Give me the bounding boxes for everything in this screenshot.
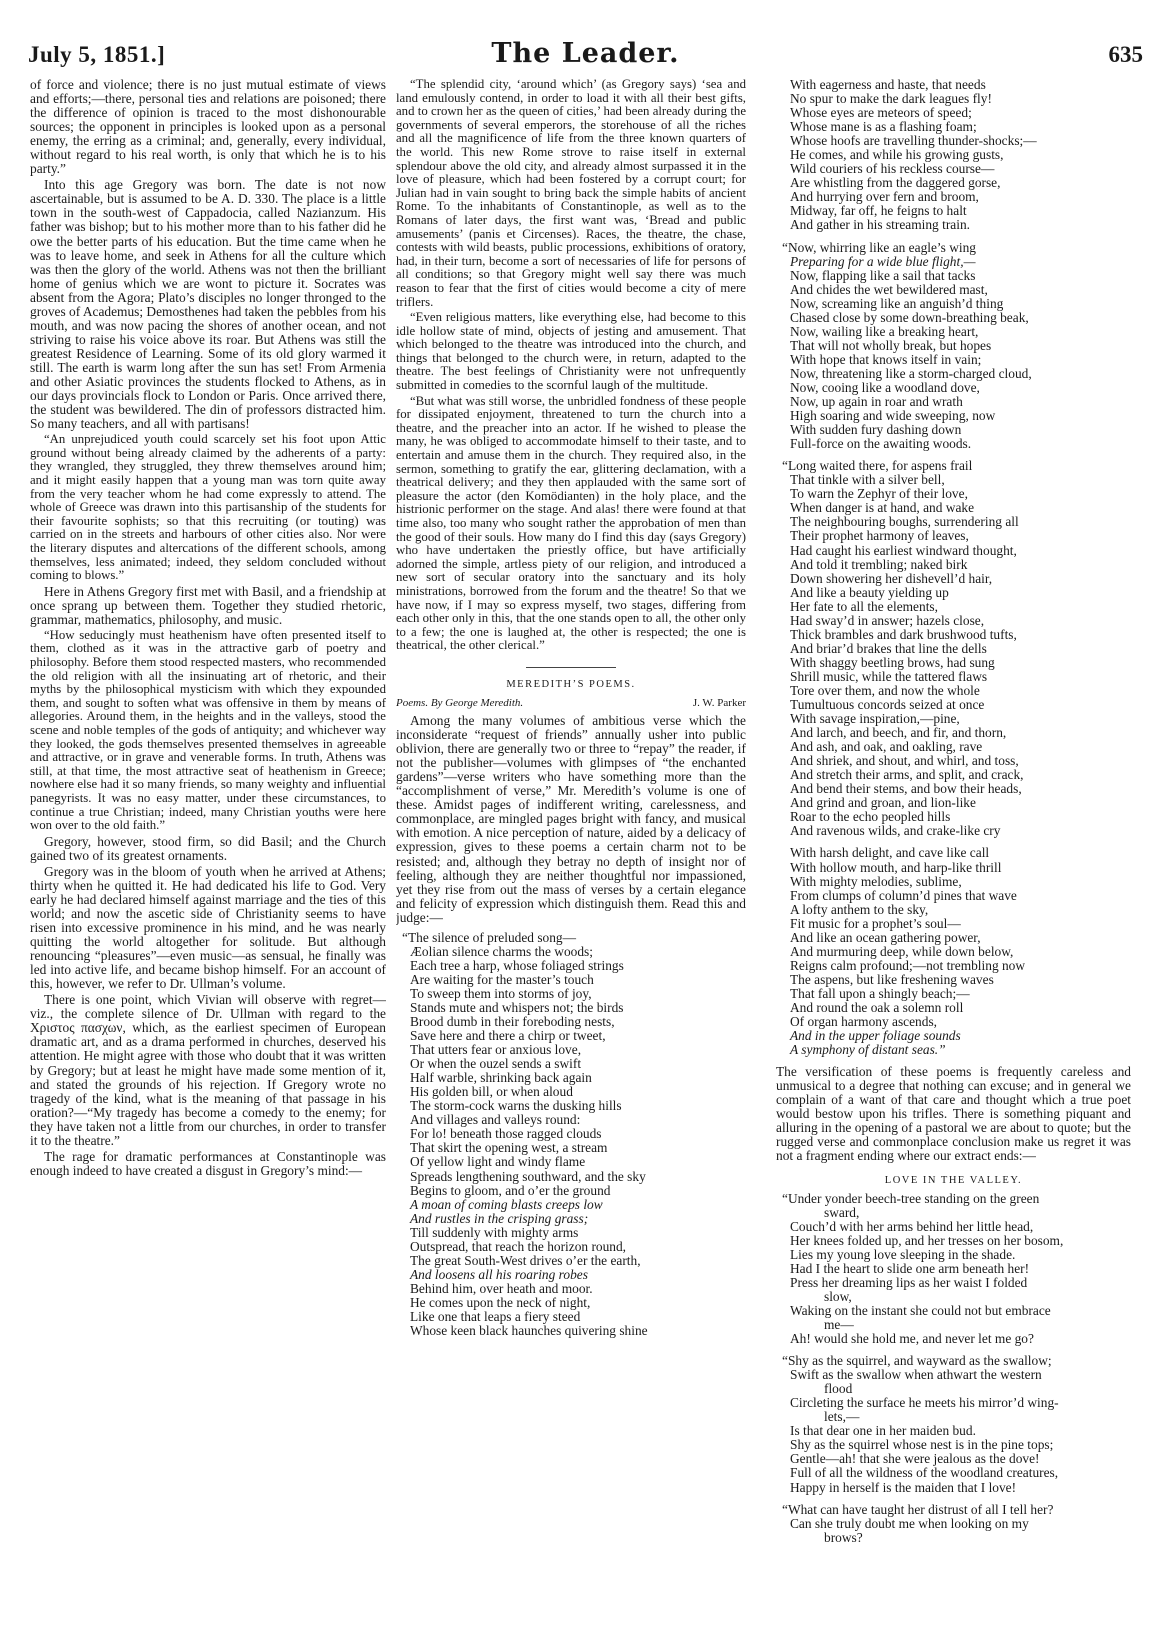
poem-line: A moan of coming blasts creeps low <box>410 1196 603 1212</box>
poem-line: Reigns calm profound;—not trembling now <box>790 957 1026 973</box>
poem-line: me— <box>824 1316 854 1332</box>
poem-line: Brood dumb in their foreboding nests, <box>410 1014 615 1030</box>
poem-line: To sweep them into storms of joy, <box>410 985 592 1001</box>
poem-line: lets,— <box>824 1409 860 1425</box>
poem-line: Tore over them, and now the whole <box>790 682 980 698</box>
publisher: J. W. Parker <box>692 696 746 709</box>
column-3 <box>776 78 1131 1618</box>
poem-line: With hope that knows itself in vain; <box>790 351 982 367</box>
poem-stanza <box>776 1354 1131 1494</box>
paragraph: Here in Athens Gregory first met with Basil, and a friendship at once sprang up between them. Together they studied rhetoric, grammar, mathematics, philosophy, and music. <box>30 583 386 627</box>
paragraph: The versification of these poems is frequently careless and unmusical to a degree that nothing can excuse; and in general we complain of a want of that care and thought which a true poet would bestow upon his trifles. There is something piquant and alluring in the opening of a pastoral we are about to quote; but the rugged verse and commonplace conclusion make us regret it was not a fragment ending where our extract ends:— <box>776 1064 1131 1164</box>
poem-line: Waking on the instant she could not but embrace <box>790 1302 1051 1318</box>
paragraph: Gregory, however, stood firm, so did Basil; and the Church gained two of its greatest ornaments. <box>30 833 386 863</box>
poem-line: Each tree a harp, whose foliaged strings <box>410 957 624 973</box>
page-header <box>0 0 1171 76</box>
poem-line: With harsh delight, and cave like call <box>790 845 990 861</box>
poem-line: With sudden fury dashing down <box>790 422 962 438</box>
poem-line: And ash, and oak, and oakling, rave <box>790 739 983 755</box>
poem-line: To warn the Zephyr of their love, <box>790 486 968 502</box>
poem-line: And loosens all his roaring robes <box>410 1266 588 1282</box>
poem-line: Or when the ouzel sends a swift <box>410 1056 582 1072</box>
poem-line: Half warble, shrinking back again <box>410 1070 592 1086</box>
poem-line: Press her dreaming lips as her waist I folded <box>790 1274 1028 1290</box>
paragraph: of force and violence; there is no just mutual estimate of views and efforts;—there, personal ties and relations are poisoned; there the difference of opinion is traced to the most dishonourable sources; the opponent in principles is looked upon as a personal enemy, the erring as a criminal; and, generally, every individual, without regard to his real worth, is only that which he is to his party.” <box>30 78 386 177</box>
poem-line: And briar’d brakes that line the dells <box>790 640 987 656</box>
poem-line: He comes, and while his growing gusts, <box>790 147 1004 163</box>
poem-line: Couch’d with her arms behind her little head, <box>790 1218 1034 1234</box>
poem-line: And hurrying over fern and broom, <box>790 189 979 205</box>
column-1 <box>30 78 386 1618</box>
poem-line: Are waiting for the master’s touch <box>410 971 594 987</box>
poem-line: Had sway’d in answer; hazels close, <box>790 612 985 628</box>
poem-line: Now, wailing like a breaking heart, <box>790 323 979 339</box>
poem-line: Now, up again in roar and wrath <box>790 394 963 410</box>
quoted-paragraph: “How seducingly must heathenism have often presented itself to them, clothed as it was in the attractive garb of poetry and philosophy. Before them stood respected masters, who recommended the old religion with all the insinuating art of rhetoric, and their myths by the philosophical mysticism with which they expounded them, and sought to soften what was offensive in them by means of allegories. Around them, in the heights and in the valleys, stood the scene and noble temples of the gods of antiquity; and whichever way they looked, the gods themselves presented themselves in agreeable and attractive, or in grave and venerable forms. In truth, Athens was still, at that time, the most attractive seat of heathenism in Greece; nowhere else had it so many friends, so many weighty and influential panegyrists. It was no easy matter, under these circumstances, to continue a true Christian; indeed, many Christian youths were here won over to the old faith.” <box>30 627 386 833</box>
poem-line: His golden bill, or when aloud <box>410 1084 573 1100</box>
poem-line: The great South-West drives o’er the earth, <box>410 1252 641 1268</box>
poem-line: Outspread, that reach the horizon round, <box>410 1238 627 1254</box>
section-title: LOVE IN THE VALLEY. <box>884 1174 1023 1186</box>
poem-line: Her knees folded up, and her tresses on her bosom, <box>790 1232 1064 1248</box>
section-divider <box>526 667 616 668</box>
poem-line: And shriek, and shout, and whirl, and toss, <box>790 753 1019 769</box>
poem-line: That tinkle with a silver bell, <box>790 472 945 488</box>
quoted-paragraph: “An unprejudiced youth could scarcely set his foot upon Attic ground without being already claimed by the adherents of a party: they wrangled, they struggled, they threw themselves around him; and it might easily happen that a young man was torn quite away from the very teacher whom he had come expressly to attend. The whole of Greece was drawn into this partisanship of the students for their favourite sophists; so that this recruiting (or touting) was carried on in the streets and harbours of other cities also. Nor were the literary disputes and altercations of the different schools, among themselves, less animated; indeed, they seldom concluded without coming to blows.” <box>30 432 386 583</box>
poem-line: And ravenous wilds, and crake-like cry <box>790 823 1001 839</box>
poem-line: Full of all the wildness of the woodland creatures, <box>790 1465 1059 1481</box>
poem-line: Can she truly doubt me when looking on my <box>790 1515 1029 1531</box>
poem-line: Swift as the swallow when athwart the western <box>790 1367 1042 1383</box>
book-meta <box>396 696 746 710</box>
poem-line: “Long waited there, for aspens frail <box>782 458 973 474</box>
poem-line: Chased close by some down-breathing beak, <box>790 309 1029 325</box>
poem-line: And rustles in the crisping grass; <box>410 1210 589 1226</box>
poem-line: Happy in herself is the maiden that I love! <box>790 1479 1017 1495</box>
poem-stanza <box>776 459 1131 838</box>
book-title: Poems. By George Meredith. <box>396 696 524 709</box>
poem-line: The neighbouring boughs, surrendering all <box>790 514 1019 530</box>
poem-stanza <box>776 846 1131 1057</box>
poem-line: And grind and groan, and lion-like <box>790 795 976 811</box>
masthead-title: The Leader. <box>491 38 680 69</box>
poem-line: Behind him, over heath and moor. <box>410 1280 593 1296</box>
poem-line: The storm-cock warns the dusking hills <box>410 1098 622 1114</box>
poem-line: Now, screaming like an anguish’d thing <box>790 295 1004 311</box>
poem-line: Ah! would she hold me, and never let me go? <box>790 1331 1034 1347</box>
poem-line: Gentle—ah! that she were jealous as the dove! <box>790 1451 1040 1467</box>
poem-line: That utters fear or anxious love, <box>410 1042 582 1058</box>
poem-line: And chides the wet bewildered mast, <box>790 281 988 297</box>
poem-line: “Shy as the squirrel, and wayward as the swallow; <box>782 1353 1052 1369</box>
column-2 <box>396 78 746 1618</box>
poem-line: Stands mute and whispers not; the birds <box>410 999 624 1015</box>
poem-line: And in the upper foliage sounds <box>790 1028 961 1044</box>
poem-line: With eagerness and haste, that needs <box>790 78 986 92</box>
poem-line: slow, <box>824 1288 852 1304</box>
poem-line: And like a beauty yielding up <box>790 584 949 600</box>
poem-line: Like one that leaps a fiery steed <box>410 1309 581 1324</box>
poem-line: Whose hoofs are travelling thunder-shocks;— <box>790 133 1037 149</box>
poem-line: Wild couriers of his reckless course— <box>790 161 995 177</box>
poem-line: flood <box>824 1381 853 1397</box>
poem-line: “Now, whirring like an eagle’s wing <box>782 239 976 255</box>
poem-line: That fall upon a shingly beach;— <box>790 985 970 1001</box>
poem-line: A lofty anthem to the sky, <box>790 901 929 917</box>
poem-line: Of yellow light and windy flame <box>410 1154 586 1170</box>
poem-line: And gather in his streaming train. <box>790 217 970 233</box>
poem-line: That skirt the opening west, a stream <box>410 1140 608 1156</box>
paragraph: Gregory was in the bloom of youth when he arrived at Athens; thirty when he quitted it. He had dedicated his life to God. Very early he had declared himself against marriage and the ties of this world; and now the ascetic side of Christianity seems to have risen into excessive prominence in his mind, and he was nearly quitting the world altogether for solitude. But although renouncing “pleasures”—even music—as sensual, he finally was led into active life, and became bishop himself. For an account of this, however, we refer to Dr. Ullman’s volume. <box>30 863 386 992</box>
poem-line: And murmuring deep, while down below, <box>790 943 1014 959</box>
poem-line: Lies my young love sleeping in the shade. <box>790 1246 1016 1262</box>
poem-line: Midway, far off, he feigns to halt <box>790 203 967 219</box>
poem-line: For lo! beneath those ragged clouds <box>410 1126 602 1142</box>
poem-line: The aspens, but like freshening waves <box>790 971 994 987</box>
poem-line: And stretch their arms, and split, and crack, <box>790 767 1024 783</box>
poem-stanza <box>776 241 1131 452</box>
poem-line: Now, flapping like a sail that tacks <box>790 267 976 283</box>
poem-line: That will not wholly break, but hopes <box>790 337 992 353</box>
poem-line: Their prophet harmony of leaves, <box>790 528 969 544</box>
poem-line: High soaring and wide sweeping, now <box>790 408 996 424</box>
poem-line: From clumps of column’d pines that wave <box>790 887 1017 903</box>
poem-line: “Under yonder beech-tree standing on the green <box>782 1190 1040 1206</box>
poem-line: “The silence of preluded song— <box>402 929 577 945</box>
poem-line: Had caught his earliest windward thought, <box>790 542 1017 558</box>
poem-stanza <box>776 1503 1131 1545</box>
poem-line: Now, cooing like a woodland dove, <box>790 379 980 395</box>
issue-date: July 5, 1851.] <box>28 42 166 67</box>
poem-line: And larch, and beech, and fir, and thorn, <box>790 725 1007 741</box>
poem-line: Whose keen black haunches quivering shine <box>410 1323 648 1339</box>
poem-line: And villages and valleys round: <box>410 1112 581 1128</box>
paragraph: The rage for dramatic performances at Constantinople was enough indeed to have created a disgust in Gregory’s mind:— <box>30 1148 386 1178</box>
poem-line: With shaggy beetling brows, had sung <box>790 654 995 670</box>
poem-line: With hollow mouth, and harp-like thrill <box>790 859 1002 875</box>
poem-line: Spreads lengthening southward, and the sky <box>410 1168 646 1184</box>
paragraph: Among the many volumes of ambitious verse which the inconsiderate “request of friends” annually usher into public oblivion, there are generally two or three to “repay” the reader, if not the publisher—volumes with glimpses of “the enchanted gardens”—verse writers who have something more than the “accomplishment of verse,” Mr. Meredith’s volume is one of these. Amidst pages of indifferent writing, carelessness, and commonplace, are mingled pages bright with fancy, and musical with emotion. A nice perception of nature, aided by a delicacy of expression, gives to these poems a certain charm not to be resisted; and, although they betray no depth of insight nor of feeling, although they are neither thoughtful nor impassioned, yet they rise from out the mass of verses by a certain elegance and felicity of expression which distinguish them. Read this and judge:— <box>396 713 746 925</box>
poem-line: He comes upon the neck of night, <box>410 1294 591 1310</box>
poem-line: Fit music for a prophet’s soul— <box>790 915 961 931</box>
poem-line: Whose eyes are meteors of speed; <box>790 105 972 121</box>
quoted-paragraph: “But what was still worse, the unbridled fondness of these people for dissipated enjoyment, threatened to turn the church into a theatre, and the preacher into an actor. If he wished to please the many, he was obliged to accommodate himself to their taste, and to entertain and amuse them in the church. They required also, in the sermon, something to gratify the ear, glittering declamation, with a theatrical delivery; and they then applauded with the same sort of pleasure the actor (den Komödianten) in the holy place, and the histrionic performer on the stage. And alas! there were found at that time also, too many who sought rather the approbation of men than the good of their souls. How many do I find this day (says Gregory) who have undertaken the priestly office, but have artificially adorned the simple, artless piety of our religion, and introduced a new sort of secular oratory into the sanctuary and its holy ministrations, borrowed from the forum and the theatre! So that we have now, if I may so express myself, two stages, differing from each other only in this, that the one stands open to all, the other only to a few; the one is laughed at, the other is respected; the one is theatrical, the other clerical.” <box>396 393 746 653</box>
poem-line: Down showering her dishevell’d hair, <box>790 570 993 586</box>
section-title: MEREDITH’S POEMS. <box>506 678 636 690</box>
quoted-paragraph: “Even religious matters, like everything else, had become to this idle hollow state of mind, objects of jesting and amusement. That which belonged to the theatre was introduced into the church, and things that belonged to the church were, in return, adapted to the theatre. The best feelings of Christianity were not unfrequently submitted in comedies to the scornful laugh of the multitude. <box>396 310 746 393</box>
poem-line: Full-force on the awaiting woods. <box>790 436 972 452</box>
poem-line: And bend their stems, and bow their heads, <box>790 781 1022 797</box>
poem-line: Æolian silence charms the woods; <box>410 943 593 959</box>
poem-line: With mighty melodies, sublime, <box>790 873 962 889</box>
poem-stanza <box>776 1192 1131 1347</box>
poem-line: sward, <box>824 1204 860 1220</box>
poem-line: Begins to gloom, and o’er the ground <box>410 1182 611 1198</box>
poem-line: When danger is at hand, and wake <box>790 500 975 516</box>
poem-line: With savage inspiration,—pine, <box>790 711 960 727</box>
poem-line: Her fate to all the elements, <box>790 598 938 614</box>
poem-line: Till suddenly with mighty arms <box>410 1224 579 1240</box>
poem-line: Circleting the surface he meets his mirror’d wing- <box>790 1395 1059 1411</box>
poem-line: Shrill music, while the tattered flaws <box>790 668 988 684</box>
poem-line: Roar to the echo peopled hills <box>790 809 951 825</box>
quoted-paragraph: “The splendid city, ‘around which’ (as Gregory says) ‘sea and land emulously contend, in order to load it with all their best gifts, and to crown her as the queen of cities,’ had been already during the governments of several emperors, the storehouse of all the riches and all the magnificence of life from the three known quarters of the world. This new Rome strove to raise itself in external splendour above the old city, and already almost surpassed it in the love of pleasure, which had been fostered by a corrupt court; for Julian had in vain sought to bring back the simple habits of ancient Rome. To the inhabitants of Constantinople, as well as to the Romans of later days, the first want was, ‘Bread and public amusements’ (panis et Circenses). Races, the theatre, the chase, contests with wild beasts, public processions, exhibitions of oratory, had, in their turn, become a sort of necessaries of life for persons of all conditions; so that Gregory might well say there was much reason to fear that the first of cities would become a city of mere triflers. <box>396 78 746 309</box>
poem-line: Whose mane is as a flashing foam; <box>790 119 977 135</box>
paragraph: Into this age Gregory was born. The date is not now ascertainable, but is assumed to be A. D. 330. The place is a little town in the south-west of Cappadocia, called Nazianzum. His father was bishop; but to his mother more than to his father did he owe the better parts of his education. But the time came when he was to leave home, and seek in Athens for all the culture which was then the glory of the world. Athens was not then the brilliant home of genius which we are wont to picture it. Socrates was absent from the Agora; Plato’s disciples no longer thronged to the groves of Academus; Demosthenes had taken the pebbles from his mouth, and was now pacing the shores of another ocean, and not striving to raise his voice above its roar. But Athens was still the greatest Residence of Learning. Some of its old glory warmed it still. The earth is warm long after the sun has set! From Armenia and other Asiatic provinces the students flocked to Athens, as in our days provincials flock to London or Paris. Once arrived there, the student was bewildered. The din of professors distracted him. So many teachers, and all with partisans! <box>30 177 386 432</box>
poem-line: Of organ harmony ascends, <box>790 1014 938 1030</box>
poem-line: Thick brambles and dark brushwood tufts, <box>790 626 1017 642</box>
poem-line: Now, threatening like a storm-charged cloud, <box>790 365 1032 381</box>
poem-line: Preparing for a wide blue flight,— <box>790 253 976 269</box>
poem-line: “What can have taught her distrust of all I tell her? <box>782 1501 1054 1517</box>
poem-line: A symphony of distant seas.” <box>790 1042 946 1058</box>
poem-line: And like an ocean gathering power, <box>790 929 981 945</box>
poem-line: brows? <box>824 1529 863 1545</box>
page-number: 635 <box>1108 42 1143 67</box>
poem-line: Are whistling from the daggered gorse, <box>790 175 1001 191</box>
poem-stanza <box>776 78 1131 233</box>
poem-line: And round the oak a solemn roll <box>790 1000 964 1015</box>
paragraph: There is one point, which Vivian will observe with regret—viz., the complete silence of Dr. Ullman with regard to the Χριστος πασχων, which, as the earliest specimen of European dramatic art, and as a drama performed in churches, deserved his attention. He might agree with those who doubt that it was written by Gregory; but at least he might have made some mention of it, and stated the grounds of his rejection. If Gregory wrote no tragedy of the kind, what is the meaning of that passage in his oration?—“My tragedy has become a comedy to the enemy; for they have taken not a little from our churches, in order to transfer it to the theatre.” <box>30 992 386 1148</box>
poem-line: Tumultuous concords seized at once <box>790 697 985 713</box>
poem-line: Shy as the squirrel whose nest is in the pine tops; <box>790 1437 1054 1453</box>
poem-line: And told it trembling; naked birk <box>790 556 968 572</box>
poem-line: Save here and there a chirp or tweet, <box>410 1028 606 1044</box>
poem-line: Had I the heart to slide one arm beneath her! <box>790 1260 1030 1276</box>
poem-line: No spur to make the dark leagues fly! <box>790 91 992 107</box>
poem-line: Is that dear one in her maiden bud. <box>790 1423 976 1439</box>
poem-excerpt <box>396 931 746 1338</box>
